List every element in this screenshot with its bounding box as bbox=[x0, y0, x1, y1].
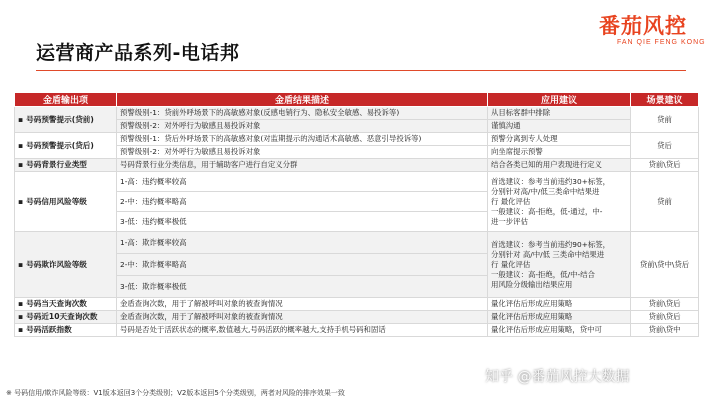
product-table bbox=[14, 92, 699, 337]
table-row bbox=[15, 120, 699, 133]
advice-line: 分别针对高/中/低三类命中结果进 bbox=[491, 186, 600, 196]
application-advice: 量化评估后形成应用策略 bbox=[488, 298, 631, 311]
logo-subtext: FAN QIE FENG KONG bbox=[617, 39, 706, 46]
table-header-row bbox=[15, 93, 699, 107]
table-row bbox=[15, 298, 699, 311]
result-description: 3-低：欺诈概率极低 bbox=[117, 276, 488, 298]
brand-logo bbox=[595, 8, 715, 54]
header-result-desc: 金盾结果描述 bbox=[117, 93, 488, 107]
result-description: 2-中：违约概率略高 bbox=[117, 192, 488, 212]
result-description: 2-中：欺诈概率略高 bbox=[117, 254, 488, 276]
application-advice: 向坐席提示预警 bbox=[488, 146, 631, 159]
application-advice bbox=[488, 172, 631, 232]
header-advice: 应用建议 bbox=[488, 93, 631, 107]
output-item-name: ▪ 号码预警提示(贷前) bbox=[15, 107, 117, 133]
advice-line: 一般建议：高-拒绝，低-通过，中- bbox=[491, 206, 603, 216]
result-description: 1-高：违约概率较高 bbox=[117, 172, 488, 192]
advice-line: 分别针对 高/中/低 三类命中结果进 bbox=[491, 249, 605, 259]
application-advice: 从目标客群中排除 bbox=[488, 107, 631, 120]
table-row bbox=[15, 159, 699, 172]
application-advice: 谨慎沟通 bbox=[488, 120, 631, 133]
output-item-name: ▪ 号码欺诈风险等级 bbox=[15, 232, 117, 298]
scene-suggestion: 贷前 bbox=[631, 172, 699, 232]
advice-line: 行 最化评估 bbox=[491, 196, 531, 206]
result-description: 3-低：违约概率极低 bbox=[117, 212, 488, 232]
scene-suggestion: 贷前 bbox=[631, 107, 699, 133]
result-description: 预警级别-2：对外呼行为敏感且易投诉对象 bbox=[117, 146, 488, 159]
result-description: 金盾查询次数，用于了解被呼叫对象的被查询情况 bbox=[117, 298, 488, 311]
result-description: 预警级别-2：对外呼行为敏感且易投诉对象 bbox=[117, 120, 488, 133]
result-description: 号码是否处于活跃状态的概率,数值越大,号码活跃的概率越大,支持手机号码和固话 bbox=[117, 324, 488, 337]
scene-suggestion: 贷前\贷后 bbox=[631, 159, 699, 172]
output-item-name: ▪ 号码活跃指数 bbox=[15, 324, 117, 337]
advice-line: 行 量化评估 bbox=[491, 259, 531, 269]
output-item-name: ▪ 号码背景行业类型 bbox=[15, 159, 117, 172]
advice-line: 一般建议：高-拒绝，低/中-结合 bbox=[491, 269, 595, 279]
result-description: 预警级别-1：贷后外呼场景下的高敏感对象(对监期提示的沟通话术高敏感、恶意引导投诉等) bbox=[117, 133, 488, 146]
output-item-name: ▪ 号码信用风险等级 bbox=[15, 172, 117, 232]
application-advice: 结合各类已知的用户表现进行定义 bbox=[488, 159, 631, 172]
scene-suggestion: 贷前\贷中\贷后 bbox=[631, 232, 699, 298]
title-underline bbox=[36, 70, 686, 71]
watermark: 知乎 @番茄风控大数据 bbox=[485, 369, 630, 385]
result-description: 金盾查询次数，用于了解被呼叫对象的被查询情况 bbox=[117, 311, 488, 324]
footnote: ※ 号码信用/欺诈风险等级：V1版本返回3个分类级别；V2版本返回5个分类级别，两者对风险的排序效果一致 bbox=[6, 389, 345, 397]
table-row bbox=[15, 311, 699, 324]
application-advice: 量化评估后形成应用策略 bbox=[488, 311, 631, 324]
scene-suggestion: 贷前\贷后 bbox=[631, 298, 699, 311]
output-item-name: ▪ 号码当天查询次数 bbox=[15, 298, 117, 311]
result-description: 1-高：欺诈概率较高 bbox=[117, 232, 488, 254]
output-item-name: ▪ 号码预警提示(贷后) bbox=[15, 133, 117, 159]
advice-line: 首选建议：参考当前违约30+标签， bbox=[491, 176, 611, 186]
output-item-name: ▪ 号码近10天查询次数 bbox=[15, 311, 117, 324]
table-row bbox=[15, 232, 699, 254]
advice-line: 首选建议：参考当前违约90+标签， bbox=[491, 239, 611, 249]
scene-suggestion: 贷前\贷后 bbox=[631, 311, 699, 324]
header-output-item: 金盾输出项 bbox=[15, 93, 117, 107]
advice-line: 进一步评估 bbox=[491, 216, 528, 226]
page-title: 运营商产品系列-电话邦 bbox=[36, 42, 240, 64]
application-advice: 预警分离到专人处理 bbox=[488, 133, 631, 146]
application-advice: 量化评估后形成应用策略，贷中可 bbox=[488, 324, 631, 337]
result-description: 预警级别-1：贷前外呼场景下的高敏感对象(反感电销行为、隐私安全敏感、易投诉等) bbox=[117, 107, 488, 120]
application-advice bbox=[488, 232, 631, 298]
table-row bbox=[15, 107, 699, 120]
table-body bbox=[15, 107, 699, 337]
table-row bbox=[15, 324, 699, 337]
table-row bbox=[15, 146, 699, 159]
logo-text: 番茄风控 bbox=[599, 14, 687, 38]
advice-line: 用风险分级输出结果应用 bbox=[491, 279, 573, 289]
header-scene: 场景建议 bbox=[631, 93, 699, 107]
table-row bbox=[15, 133, 699, 146]
scene-suggestion: 贷后 bbox=[631, 133, 699, 159]
table-row bbox=[15, 172, 699, 192]
result-description: 号码背景行业分类信息，用于辅助客户进行自定义分群 bbox=[117, 159, 488, 172]
scene-suggestion: 贷前\贷中 bbox=[631, 324, 699, 337]
